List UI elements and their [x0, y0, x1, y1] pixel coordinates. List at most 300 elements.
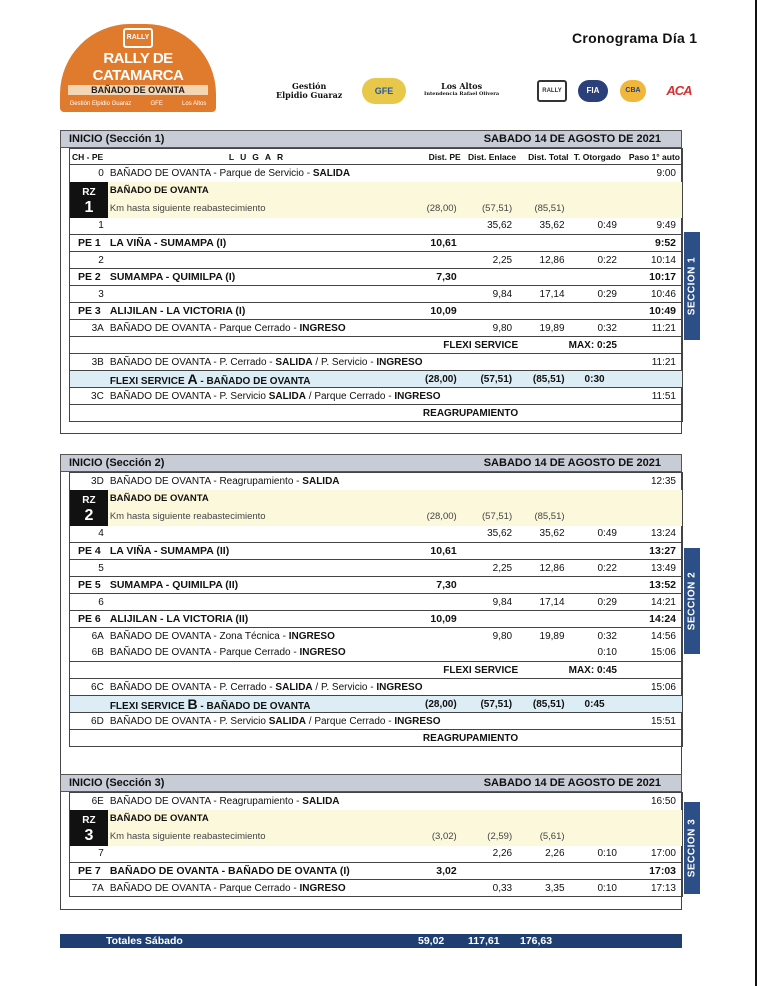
empty-cell — [623, 696, 683, 713]
empty-cell — [518, 303, 570, 320]
paso-time: 14:21 — [650, 596, 676, 608]
section-box — [60, 148, 682, 434]
dist-enlace: 9,84 — [492, 288, 513, 300]
stage-name: LA VIÑA - SUMAMPA (I) — [108, 235, 410, 252]
table-row — [70, 165, 683, 182]
special-stage-row — [70, 611, 683, 628]
flexi-letter: A — [187, 371, 198, 387]
table-row — [70, 286, 683, 303]
empty-cell — [571, 793, 623, 810]
empty-cell — [70, 696, 108, 713]
fia-logo: FIA — [578, 80, 608, 102]
empty-cell — [518, 405, 682, 422]
totals-enlace: 117,61 — [468, 935, 500, 947]
section-header — [60, 774, 682, 792]
rz-dist-pe: (28,00) — [410, 199, 462, 218]
paso-time: 17:03 — [623, 863, 683, 880]
location-action: SALIDA — [268, 390, 306, 402]
refuel-zone-row — [70, 182, 683, 199]
section-side-tab — [684, 802, 700, 894]
rz-label: RZ — [82, 814, 96, 826]
table-row — [70, 846, 683, 863]
totals-label: Totales Sábado — [106, 935, 183, 947]
t-otorgado: 0:29 — [597, 288, 617, 300]
empty-cell — [463, 235, 518, 252]
cba-logo: CBA — [620, 80, 646, 102]
paso-time: 10:46 — [650, 288, 676, 300]
ch-code: 3A — [91, 322, 104, 334]
paso-time: 13:24 — [650, 528, 676, 540]
totals-total: 176,63 — [520, 935, 553, 947]
location-text: / Parque Cerrado - — [305, 390, 395, 402]
empty-cell — [463, 793, 518, 810]
section-2 — [60, 454, 682, 776]
empty-cell — [463, 303, 518, 320]
location-action: INGRESO — [299, 647, 346, 659]
location — [108, 628, 410, 645]
rally-argentino-logo: RALLY — [537, 80, 567, 102]
section-header — [60, 130, 682, 148]
dist-pe: 10,61 — [410, 543, 462, 560]
rz-dist-enlace: (57,51) — [463, 199, 518, 218]
section-box — [60, 792, 682, 910]
t-otorgado: 0:22 — [597, 562, 617, 574]
special-stage-row — [70, 543, 683, 560]
ch-code: 4 — [98, 528, 104, 540]
logo-subtitle: BAÑADO DE OVANTA — [68, 85, 208, 95]
table-row — [70, 793, 683, 810]
empty-cell — [518, 863, 570, 880]
empty-cell — [410, 182, 462, 199]
dist-enlace: 9,80 — [492, 630, 513, 642]
empty-cell — [463, 182, 518, 199]
flexi-label: FLEXI SERVICE — [108, 337, 518, 354]
dist-pe: (28,00) — [410, 696, 462, 713]
rz-dist-total: (5,61) — [518, 827, 570, 846]
stage-name: ALIJILAN - LA VICTORIA (II) — [108, 611, 410, 628]
empty-cell — [463, 543, 518, 560]
col-dist-enlace: Dist. Enlace — [463, 149, 518, 165]
rally-catamarca-logo — [60, 24, 216, 112]
paso-time: 11:51 — [651, 390, 676, 402]
dist-total: 17,14 — [539, 288, 565, 300]
rz-number: 1 — [84, 198, 94, 216]
table-row — [70, 679, 683, 696]
empty-cell — [571, 490, 623, 507]
section-date: SABADO 14 DE AGOSTO DE 2021 — [483, 457, 661, 469]
paso-time: 13:52 — [623, 577, 683, 594]
regroup-label: REAGRUPAMIENTO — [108, 730, 518, 747]
empty-cell — [463, 165, 518, 182]
flexi-service-row — [70, 662, 683, 679]
location-text: BAÑADO DE OVANTA - Parque Cerrado - — [109, 322, 300, 334]
section-title: INICIO (Sección 1) — [69, 133, 165, 145]
section-side-tab — [684, 232, 700, 340]
section-title: INICIO (Sección 3) — [69, 777, 165, 789]
empty-cell — [571, 182, 623, 199]
dist-enlace: 9,80 — [492, 322, 513, 334]
flexi-label: FLEXI SERVICE — [108, 662, 518, 679]
ch-code: 0 — [98, 167, 104, 179]
location-text: / Parque Cerrado - — [305, 715, 395, 727]
dist-total: 3,35 — [545, 882, 565, 894]
empty-cell — [571, 507, 623, 526]
dist-total: 2,26 — [545, 848, 565, 860]
empty-cell — [571, 577, 623, 594]
section-date: SABADO 14 DE AGOSTO DE 2021 — [483, 777, 661, 789]
location — [108, 713, 441, 730]
ch-code: 6C — [91, 681, 104, 693]
regroup-row — [70, 405, 683, 422]
rz-label: RZ — [82, 494, 96, 506]
empty-cell — [571, 543, 623, 560]
table-row — [70, 880, 683, 897]
empty-cell — [518, 473, 570, 490]
rz-dist-pe: (28,00) — [410, 507, 462, 526]
pe-code: PE 4 — [70, 543, 108, 560]
empty-cell — [518, 543, 570, 560]
rz-location: BAÑADO DE OVANTA — [108, 810, 410, 827]
ch-code: 6D — [91, 715, 104, 727]
empty-cell — [70, 405, 108, 422]
dist-enlace — [463, 388, 518, 405]
t-otorgado: 0:49 — [597, 220, 617, 232]
t-otorgado — [571, 388, 623, 405]
pe-code: PE 3 — [70, 303, 108, 320]
col-paso: Paso 1° auto — [623, 149, 683, 165]
t-otorgado: 0:22 — [597, 254, 617, 266]
location-text: BAÑADO DE OVANTA - Parque de Servicio - — [109, 167, 313, 179]
rz-label: RZ — [82, 186, 96, 198]
sponsor-gfe-logo: GFE — [362, 78, 406, 104]
paso-time: 12:35 — [650, 475, 676, 487]
location-action: SALIDA — [275, 681, 313, 693]
stage-name: SUMAMPA - QUIMILPA (II) — [108, 577, 410, 594]
t-otorgado — [571, 679, 623, 696]
dist-enlace: 35,62 — [487, 528, 513, 540]
dist-total: 17,14 — [539, 596, 565, 608]
section-box — [60, 472, 682, 776]
table-row — [70, 594, 683, 611]
schedule-table — [69, 792, 683, 897]
table-row — [70, 628, 683, 645]
paso-time: 13:27 — [623, 543, 683, 560]
logo-badge: RALLY — [123, 28, 153, 48]
special-stage-row — [70, 863, 683, 880]
document-title: Cronograma Día 1 — [572, 30, 698, 46]
empty-cell — [571, 269, 623, 286]
paso-time: 17:13 — [650, 882, 676, 894]
ch-code: 6B — [91, 647, 104, 659]
dist-total: 19,89 — [539, 322, 565, 334]
dist-pe: 7,30 — [410, 577, 462, 594]
table-row — [70, 388, 683, 405]
dist-enlace: (57,51) — [463, 696, 518, 713]
rz-km-text: Km hasta siguiente reabastecimiento — [108, 199, 410, 218]
t-otorgado: 0:49 — [597, 528, 617, 540]
empty-cell — [410, 793, 462, 810]
table-row — [70, 560, 683, 577]
empty-cell — [518, 269, 570, 286]
location-text: BAÑADO DE OVANTA - Reagrupamiento - — [109, 475, 303, 487]
location-text: BAÑADO DE OVANTA - Reagrupamiento - — [109, 795, 303, 807]
t-otorgado — [571, 354, 623, 371]
flexi-text: - BAÑADO DE OVANTA — [197, 701, 311, 712]
dist-pe — [410, 645, 462, 662]
stage-name: BAÑADO DE OVANTA - BAÑADO DE OVANTA (I) — [108, 863, 410, 880]
empty-cell — [410, 810, 462, 827]
location — [108, 165, 410, 182]
dist-pe — [410, 594, 462, 611]
section-side-label: SECCION 2 — [686, 571, 698, 631]
dist-pe — [410, 320, 462, 337]
empty-cell — [410, 490, 462, 507]
stage-name: SUMAMPA - QUIMILPA (I) — [108, 269, 410, 286]
paso-time: 14:56 — [650, 630, 676, 642]
pe-code: PE 6 — [70, 611, 108, 628]
section-3 — [60, 774, 682, 910]
rz-km-text: Km hasta siguiente reabastecimiento — [108, 507, 410, 526]
dist-enlace: 2,25 — [492, 254, 513, 266]
location-action: INGRESO — [394, 715, 441, 727]
location-action: SALIDA — [268, 715, 306, 727]
empty-cell — [410, 473, 462, 490]
dist-total: 35,62 — [539, 528, 565, 540]
paso-time: 16:50 — [650, 795, 676, 807]
ch-code: 6E — [91, 795, 104, 807]
empty-cell — [623, 199, 683, 218]
location-action: SALIDA — [312, 167, 351, 179]
empty-cell — [463, 577, 518, 594]
table-row — [70, 252, 683, 269]
location-text: / P. Servicio - — [312, 681, 377, 693]
location-text: BAÑADO DE OVANTA - P. Cerrado - — [109, 681, 276, 693]
refuel-km-row — [70, 827, 683, 846]
location-action: INGRESO — [394, 390, 441, 402]
flexi-service-detail-row — [70, 696, 683, 713]
section-date: SABADO 14 DE AGOSTO DE 2021 — [483, 133, 661, 145]
location — [108, 846, 410, 863]
rz-number: 3 — [84, 826, 94, 844]
dist-total: 12,86 — [539, 562, 565, 574]
empty-cell — [463, 490, 518, 507]
empty-cell — [518, 182, 570, 199]
dist-enlace — [463, 713, 518, 730]
paso-time: 10:17 — [623, 269, 683, 286]
empty-cell — [623, 810, 683, 827]
empty-cell — [518, 611, 570, 628]
location — [108, 473, 410, 490]
empty-cell — [70, 337, 108, 354]
section-side-tab — [684, 548, 700, 654]
empty-cell — [571, 235, 623, 252]
totals-bar — [60, 934, 682, 948]
refuel-zone-badge — [70, 810, 108, 846]
rz-dist-enlace: (2,59) — [463, 827, 518, 846]
dist-pe — [410, 628, 462, 645]
empty-cell — [623, 490, 683, 507]
special-stage-row — [70, 577, 683, 594]
empty-cell — [623, 371, 683, 388]
empty-cell — [571, 199, 623, 218]
col-lugar: LUGAR — [108, 149, 410, 165]
dist-enlace: 9,84 — [492, 596, 513, 608]
dist-total — [518, 713, 570, 730]
location-action: SALIDA — [302, 795, 340, 807]
refuel-zone-badge — [70, 490, 108, 526]
dist-total: (85,51) — [518, 371, 570, 388]
schedule-table — [69, 472, 683, 747]
ch-code: 3 — [98, 288, 104, 300]
location-action: INGRESO — [288, 630, 335, 642]
flexi-service-detail-row — [70, 371, 683, 388]
empty-cell — [463, 810, 518, 827]
pe-code: PE 1 — [70, 235, 108, 252]
empty-cell — [518, 793, 570, 810]
empty-cell — [463, 863, 518, 880]
regroup-label: REAGRUPAMIENTO — [108, 405, 518, 422]
flexi-letter: B — [187, 696, 198, 712]
location-text: BAÑADO DE OVANTA - P. Cerrado - — [109, 356, 276, 368]
flexi-text: - BAÑADO DE OVANTA — [197, 376, 311, 387]
location — [108, 526, 410, 543]
col-t-otorgado: T. Otorgado — [571, 149, 623, 165]
refuel-km-row — [70, 199, 683, 218]
logo-title: RALLY DE CATAMARCA — [92, 50, 184, 84]
dist-total — [518, 388, 570, 405]
location — [108, 388, 441, 405]
paso-time: 10:14 — [650, 254, 676, 266]
location-action: INGRESO — [376, 356, 423, 368]
dist-total — [518, 679, 570, 696]
flexi-text: FLEXI SERVICE — [109, 376, 188, 387]
empty-cell — [518, 810, 570, 827]
stage-name: LA VIÑA - SUMAMPA (II) — [108, 543, 410, 560]
location — [108, 560, 410, 577]
ch-code: 3B — [91, 356, 104, 368]
ch-code: 6A — [91, 630, 104, 642]
empty-cell — [518, 235, 570, 252]
location-text: BAÑADO DE OVANTA - Zona Técnica - — [109, 630, 289, 642]
ch-code: 7A — [91, 882, 104, 894]
section-side-label: SECCION 3 — [686, 818, 698, 878]
empty-cell — [70, 662, 108, 679]
section-1 — [60, 130, 682, 434]
ch-code: 5 — [98, 562, 104, 574]
refuel-zone-badge — [70, 182, 108, 218]
paso-time: 15:51 — [650, 715, 676, 727]
empty-cell — [571, 827, 623, 846]
flexi-text: FLEXI SERVICE — [109, 701, 188, 712]
aca-logo: ACA — [666, 83, 692, 98]
location — [108, 679, 423, 696]
empty-cell — [410, 165, 462, 182]
empty-cell — [571, 611, 623, 628]
flexi-service-name — [108, 696, 410, 713]
empty-cell — [571, 863, 623, 880]
sponsor-gestion-logo: Gestión Elpidio Guaraz — [276, 81, 343, 100]
paso-time: 13:49 — [650, 562, 676, 574]
refuel-zone-row — [70, 490, 683, 507]
dist-pe — [410, 560, 462, 577]
dist-total: 12,86 — [539, 254, 565, 266]
dist-total: 19,89 — [539, 630, 565, 642]
rz-km-text: Km hasta siguiente reabastecimiento — [108, 827, 410, 846]
empty-cell — [518, 490, 570, 507]
dist-pe — [410, 252, 462, 269]
rz-dist-pe: (3,02) — [410, 827, 462, 846]
t-otorgado: 0:29 — [597, 596, 617, 608]
sponsor-los-altos-logo: Los Altos Intendencia Rafael Olivera — [424, 81, 500, 97]
location — [108, 880, 410, 897]
dist-pe — [410, 880, 462, 897]
section-side-label: SECCION 1 — [686, 256, 698, 316]
pe-code: PE 5 — [70, 577, 108, 594]
t-otorgado: 0:32 — [597, 630, 617, 642]
section-header — [60, 454, 682, 472]
empty-cell — [70, 371, 108, 388]
t-otorgado — [571, 713, 623, 730]
regroup-row — [70, 730, 683, 747]
special-stage-row — [70, 235, 683, 252]
dist-pe — [410, 526, 462, 543]
dist-enlace: (57,51) — [463, 371, 518, 388]
dist-pe — [410, 218, 462, 235]
ch-code: 3D — [91, 475, 104, 487]
empty-cell — [463, 611, 518, 628]
location-text: BAÑADO DE OVANTA - P. Servicio — [109, 715, 269, 727]
location — [108, 594, 410, 611]
rz-dist-total: (85,51) — [518, 507, 570, 526]
table-row — [70, 218, 683, 235]
pe-code: PE 2 — [70, 269, 108, 286]
dist-pe: 10,09 — [410, 611, 462, 628]
location-text: BAÑADO DE OVANTA - Parque Cerrado - — [109, 647, 300, 659]
flexi-max: MAX: 0:45 — [518, 662, 623, 679]
location — [108, 354, 423, 371]
paso-time: 10:49 — [623, 303, 683, 320]
ch-code: 2 — [98, 254, 104, 266]
empty-cell — [518, 577, 570, 594]
table-row — [70, 645, 683, 662]
empty-cell — [571, 303, 623, 320]
location — [108, 645, 410, 662]
empty-cell — [623, 507, 683, 526]
table-row — [70, 320, 683, 337]
dist-enlace: 2,25 — [492, 562, 513, 574]
page-border — [755, 0, 757, 986]
paso-time: 9:52 — [623, 235, 683, 252]
stage-name: ALIJILAN - LA VICTORIA (I) — [108, 303, 410, 320]
empty-cell — [518, 165, 570, 182]
rz-dist-enlace: (57,51) — [463, 507, 518, 526]
dist-enlace: 2,26 — [492, 848, 513, 860]
dist-enlace — [463, 679, 518, 696]
dist-pe: (28,00) — [410, 371, 462, 388]
col-dist-pe: Dist. PE — [410, 149, 462, 165]
paso-time: 15:06 — [650, 681, 676, 693]
empty-cell — [623, 337, 683, 354]
location — [108, 286, 410, 303]
empty-cell — [463, 269, 518, 286]
flexi-service-name — [108, 371, 410, 388]
logo-footer: Gestión Elpidio Guaraz GFE Los Altos — [69, 101, 207, 107]
dist-pe: 3,02 — [410, 863, 462, 880]
table-row — [70, 354, 683, 371]
refuel-zone-row — [70, 810, 683, 827]
location-text: / P. Servicio - — [312, 356, 377, 368]
rz-number: 2 — [84, 506, 94, 524]
